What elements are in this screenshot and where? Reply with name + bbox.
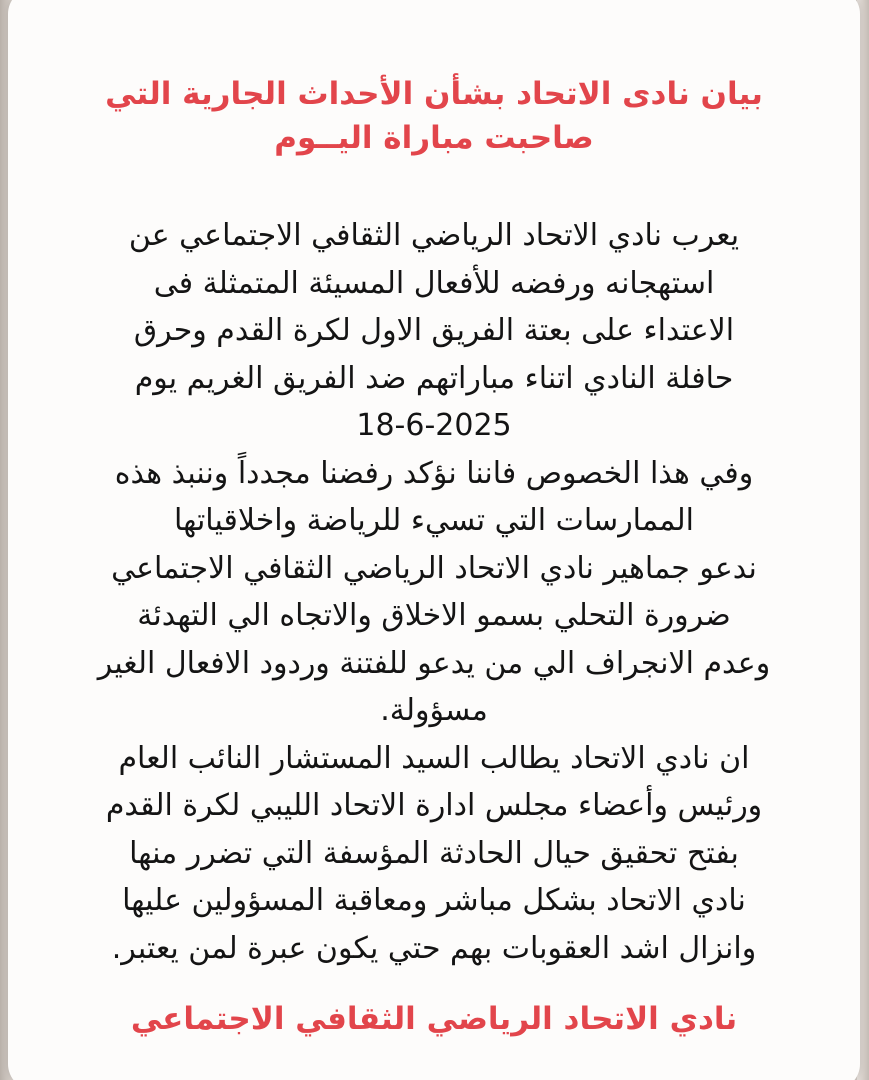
body-line: الاعتداء على بعتة الفريق الاول لكرة القدم وحرق	[133, 313, 735, 348]
body-line: بفتح تحقيق حيال الحادثة المؤسفة التي تضرر منها	[129, 835, 739, 871]
statement-card	[8, 0, 860, 1080]
body-line: وفي هذا الخصوص فاننا نؤكد رفضنا مجدداً وننبذ هذه	[114, 455, 754, 491]
body-line: يعرب نادي الاتحاد الرياضي الثقافي الاجتماعي عن	[128, 218, 740, 253]
statement-title-line-2: صاحبت مباراة اليــوم	[274, 120, 594, 156]
body-line: نادي الاتحاد بشكل مباشر ومعاقبة المسؤولين عليها	[122, 883, 746, 918]
body-line: ندعو جماهير نادي الاتحاد الرياضي الثقافي الاجتماعي	[111, 550, 757, 586]
body-line: الممارسات التي تسيء للرياضة واخلاقياتها	[173, 503, 694, 538]
statement-signature: نادي الاتحاد الرياضي الثقافي الاجتماعي	[130, 1001, 738, 1037]
body-line: حافلة النادي اتناء مباراتهم ضد الفريق الغريم يوم	[134, 360, 734, 396]
body-line: وانزال اشد العقوبات بهم حتي يكون عبرة لمن يعتبر.	[111, 930, 757, 966]
body-line: استهجانه ورفضه للأفعال المسيئة المتمثلة فى	[153, 265, 715, 301]
statement-body	[26, 212, 842, 972]
body-line: ورئيس وأعضاء مجلس ادارة الاتحاد الليبي لكرة القدم	[105, 788, 763, 823]
statement-title-line-1: بيان نادى الاتحاد بشأن الأحداث الجارية التي	[105, 76, 763, 112]
body-line: وعدم الانجراف الي من يدعو للفتنة وردود الافعال الغير	[97, 645, 771, 681]
body-line: ضرورة التحلي بسمو الاخلاق والاتجاه الي التهدئة	[137, 598, 731, 633]
body-line-date: 18-6-2025	[356, 408, 512, 443]
body-line: مسؤولة.	[380, 693, 488, 728]
body-line: ان نادي الاتحاد يطالب السيد المستشار النائب العام	[118, 740, 750, 776]
